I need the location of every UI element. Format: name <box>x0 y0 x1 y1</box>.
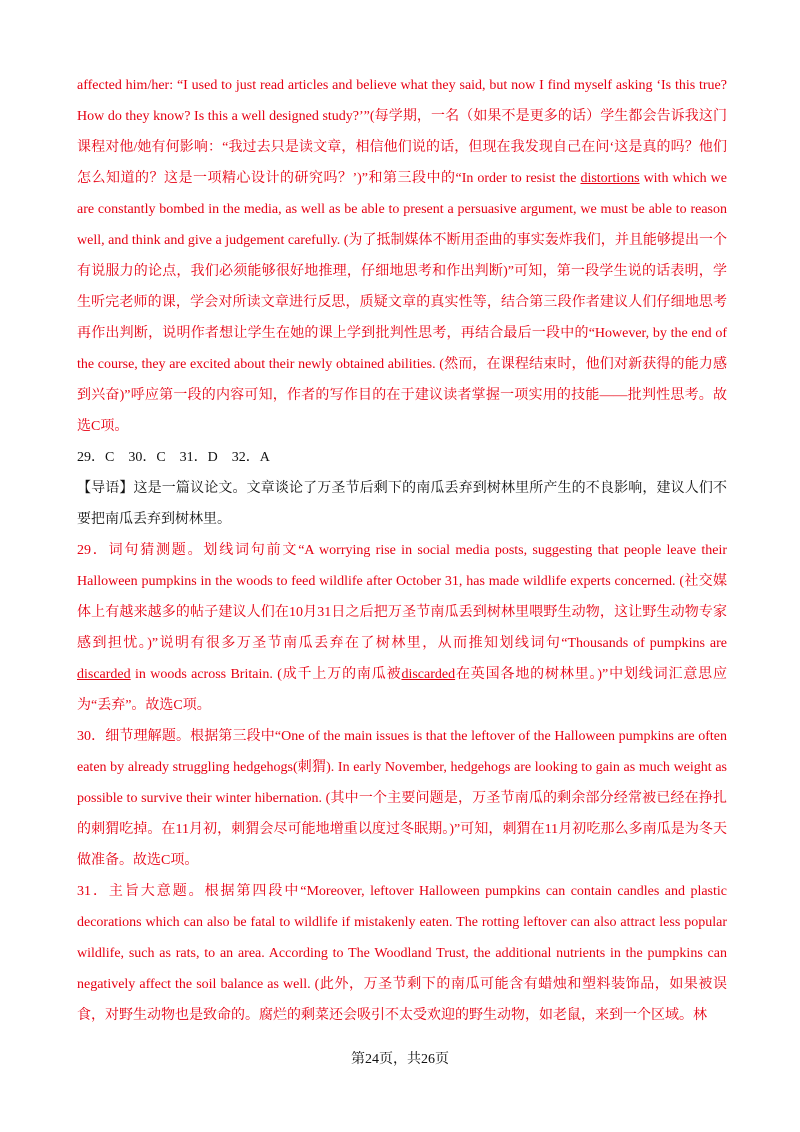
text-segment: 29．词句猜测题。划线词句前文“A worrying rise in social media posts, suggesting that people leave their Halloween pumpkins in the woods to feed wildlife after October 31, has made wildlife experts concerned. (社交媒体上有越来越多的帖子建议人们在10月31日之后把万圣节南瓜丢到树林里喂野生动物，这让野生动物专家感到担忧。)”说明有很多万圣节南瓜丢弃在了树林里，从而推知划线词句“Thousands of pumpkins are <box>77 543 727 651</box>
underlined-word: discarded <box>77 667 131 682</box>
explanation-28-continued <box>77 70 727 442</box>
underlined-word: discarded <box>401 667 456 682</box>
text-segment: in woods across Britain. (成千上万的南瓜被 <box>130 667 402 682</box>
text-segment: with which we are constantly bombed in the media, as well as be able to present a persuasive argument, we must be able to reason well, and think and give a judgement carefully. (为了抵制媒体不断用歪曲的事实轰炸我们，并且能够提出一个有说服力的论点，我们必须能够很好地推理，仔细地思考和作出判断)”可知，第一段学生说的话表明，学生听完老师的课，学会对所读文章进行反思，质疑文章的真实性等，结合第三段作者建议人们仔细地思考再作出判断，说明作者想让学生在她的课上学到批判性思考，再结合最后一段中的“However, by the end of the course, they are excited about their newly obtained abilities. (然而，在课程结束时，他们对新获得的能力感到兴奋)”呼应第一段的内容可知，作者的写作目的在于建议读者掌握一项实用的技能——批判性思考。故选C项。 <box>77 171 728 434</box>
page-number: 第24页，共26页 <box>351 1052 449 1067</box>
underlined-word: distortions <box>580 171 640 186</box>
page-content <box>77 70 727 1031</box>
explanation-30: 30．细节理解题。根据第三段中“One of the main issues is that the leftover of the Halloween pumpkins are often eaten by already struggling hedgehogs(刺猬). In early November, hedgehogs are looking to gain as much weight as possible to survive their winter hibernation. (其中一个主要问题是，万圣节南瓜的剩余部分经常被已经在挣扎的刺猬吃掉。在11月初，刺猬会尽可能地增重以度过冬眠期。)”可知，刺猬在11月初吃那么多南瓜是为冬天做准备。故选C项。 <box>77 729 727 868</box>
text-segment: affected him/her: “I used to just read articles and believe what they said, but now I find myself asking ‘Is this true? How do they know? Is this a well designed study?’”(每学期，一名（如果不是更多的话）学生都会告诉我这门课程对他/她有何影响：“我过去只是读文章，相信他们说的话，但现在我发现自己在问‘这是真的吗？他们怎么知道的？这是一项精心设计的研究吗？’)”和第三段中的“In order to resist the <box>77 78 727 186</box>
explanation-29 <box>77 535 727 721</box>
passage-guide: 【导语】这是一篇议论文。文章谈论了万圣节后剩下的南瓜丢弃到树林里所产生的不良影响，建议人们不要把南瓜丢弃到树林里。 <box>77 481 727 527</box>
text-segment: 在英国各地的树林里。)”中划线词汇意思应为“丢弃”。故选C项。 <box>77 667 728 713</box>
answer-key: 29．C 30．C 31．D 32．A <box>77 450 270 465</box>
explanation-31: 31．主旨大意题。根据第四段中“Moreover, leftover Halloween pumpkins can contain candles and plastic decorations which can also be fatal to wildlife if mistakenly eaten. The rotting leftover can also attract less popular wildlife, such as rats, to an area. According to The Woodland Trust, the additional nutrients in the pumpkins can negatively affect the soil balance as well. (此外，万圣节剩下的南瓜可能含有蜡烛和塑料装饰品，如果被误食，对野生动物也是致命的。腐烂的剩菜还会吸引不太受欢迎的野生动物，如老鼠，来到一个区域。林 <box>77 884 727 1023</box>
